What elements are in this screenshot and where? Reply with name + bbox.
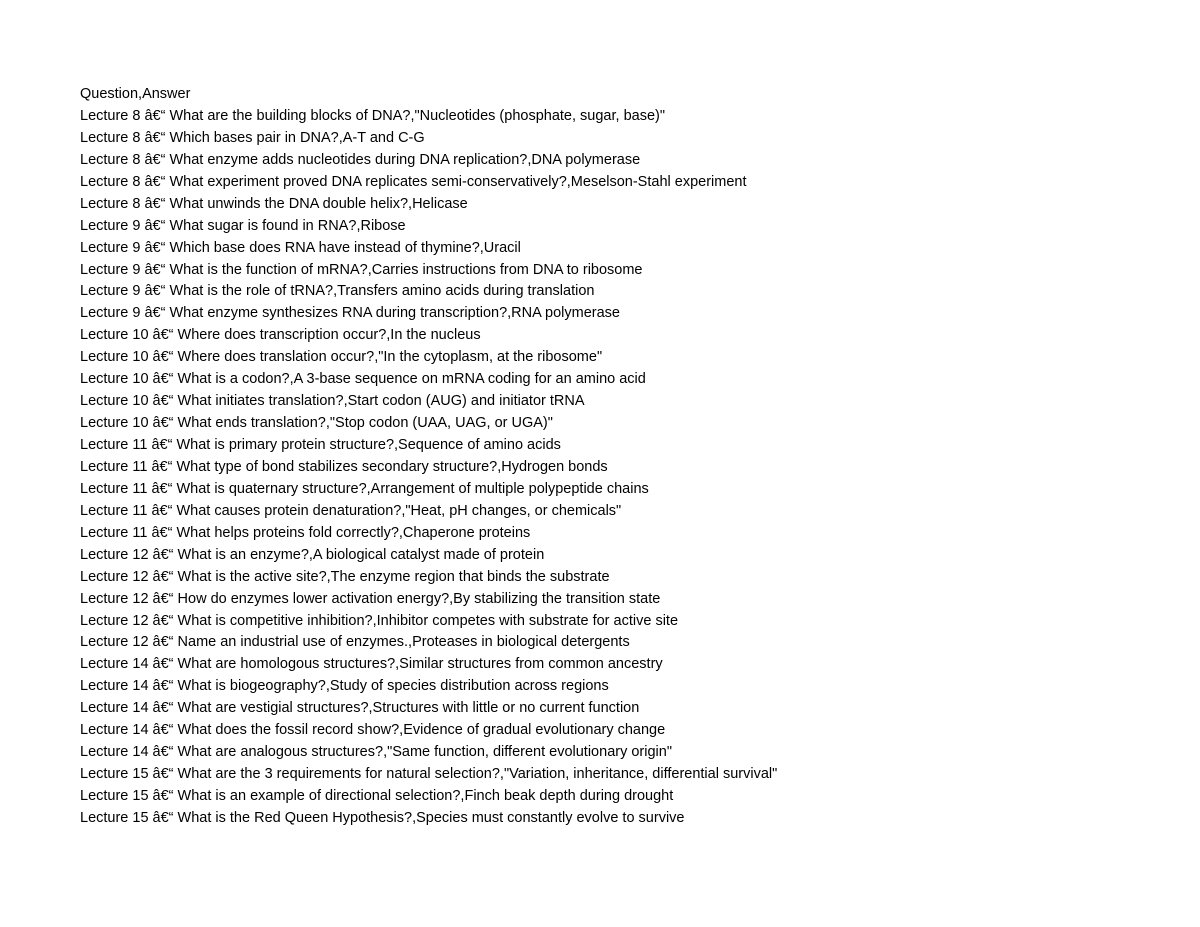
- csv-line: Lecture 15 â€“ What are the 3 requirements for natural selection?,"Variation, inheritance, differential survival": [80, 766, 778, 783]
- csv-line: Lecture 14 â€“ What are homologous structures?,Similar structures from common ancestry: [80, 656, 663, 673]
- csv-line: Lecture 10 â€“ What ends translation?,"Stop codon (UAA, UAG, or UGA)": [80, 415, 553, 432]
- csv-line: Lecture 10 â€“ Where does translation occur?,"In the cytoplasm, at the ribosome": [80, 349, 603, 366]
- csv-line: Lecture 8 â€“ What enzyme adds nucleotides during DNA replication?,DNA polymerase: [80, 151, 641, 168]
- csv-line: Lecture 10 â€“ Where does transcription occur?,In the nucleus: [80, 327, 481, 344]
- csv-line: Lecture 11 â€“ What is primary protein structure?,Sequence of amino acids: [80, 437, 561, 453]
- csv-line: Lecture 12 â€“ Name an industrial use of enzymes.,Proteases in biological detergents: [80, 634, 630, 651]
- csv-line: Lecture 8 â€“ What are the building blocks of DNA?,"Nucleotides (phosphate, sugar, base)": [80, 107, 665, 124]
- csv-line: Lecture 8 â€“ What experiment proved DNA replicates semi-conservatively?,Meselson-Stahl experiment: [80, 173, 747, 190]
- csv-line: Lecture 9 â€“ What is the function of mRNA?,Carries instructions from DNA to ribosome: [80, 261, 643, 278]
- csv-line: Lecture 12 â€“ What is the active site?,The enzyme region that binds the substrate: [80, 568, 610, 585]
- csv-line: Lecture 10 â€“ What is a codon?,A 3-base sequence on mRNA coding for an amino acid: [80, 371, 646, 388]
- csv-line: Lecture 15 â€“ What is an example of directional selection?,Finch beak depth during drought: [80, 788, 674, 804]
- csv-line: Lecture 11 â€“ What helps proteins fold correctly?,Chaperone proteins: [80, 524, 531, 541]
- csv-line: Lecture 12 â€“ How do enzymes lower activation energy?,By stabilizing the transition state: [80, 590, 661, 607]
- csv-header-line: Question,Answer: [80, 86, 191, 102]
- csv-line: Lecture 8 â€“ Which bases pair in DNA?,A-T and C-G: [80, 129, 425, 146]
- document-page: [80, 84, 1180, 830]
- csv-line: Lecture 9 â€“ What enzyme synthesizes RNA during transcription?,RNA polymerase: [80, 305, 620, 322]
- csv-line: Lecture 10 â€“ What initiates translation?,Start codon (AUG) and initiator tRNA: [80, 393, 585, 410]
- csv-line: Lecture 14 â€“ What are vestigial structures?,Structures with little or no current function: [80, 700, 640, 717]
- csv-line: Lecture 9 â€“ What sugar is found in RNA?,Ribose: [80, 217, 406, 234]
- csv-line: Lecture 11 â€“ What type of bond stabilizes secondary structure?,Hydrogen bonds: [80, 458, 608, 475]
- csv-line: Lecture 14 â€“ What are analogous structures?,"Same function, different evolutionary origin": [80, 744, 672, 761]
- csv-line: Lecture 12 â€“ What is an enzyme?,A biological catalyst made of protein: [80, 546, 545, 563]
- csv-line: Lecture 12 â€“ What is competitive inhibition?,Inhibitor competes with substrate for active site: [80, 612, 679, 629]
- csv-line: Lecture 9 â€“ Which base does RNA have instead of thymine?,Uracil: [80, 239, 521, 256]
- csv-line: Lecture 9 â€“ What is the role of tRNA?,Transfers amino acids during translation: [80, 283, 595, 300]
- csv-line: Lecture 11 â€“ What causes protein denaturation?,"Heat, pH changes, or chemicals": [80, 502, 622, 519]
- csv-line: Lecture 8 â€“ What unwinds the DNA double helix?,Helicase: [80, 195, 468, 212]
- csv-line: Lecture 14 â€“ What does the fossil record show?,Evidence of gradual evolutionary change: [80, 722, 666, 739]
- csv-line: Lecture 15 â€“ What is the Red Queen Hypothesis?,Species must constantly evolve to survive: [80, 809, 685, 826]
- csv-line: Lecture 11 â€“ What is quaternary structure?,Arrangement of multiple polypeptide chains: [80, 480, 649, 497]
- csv-line: Lecture 14 â€“ What is biogeography?,Study of species distribution across regions: [80, 678, 609, 695]
